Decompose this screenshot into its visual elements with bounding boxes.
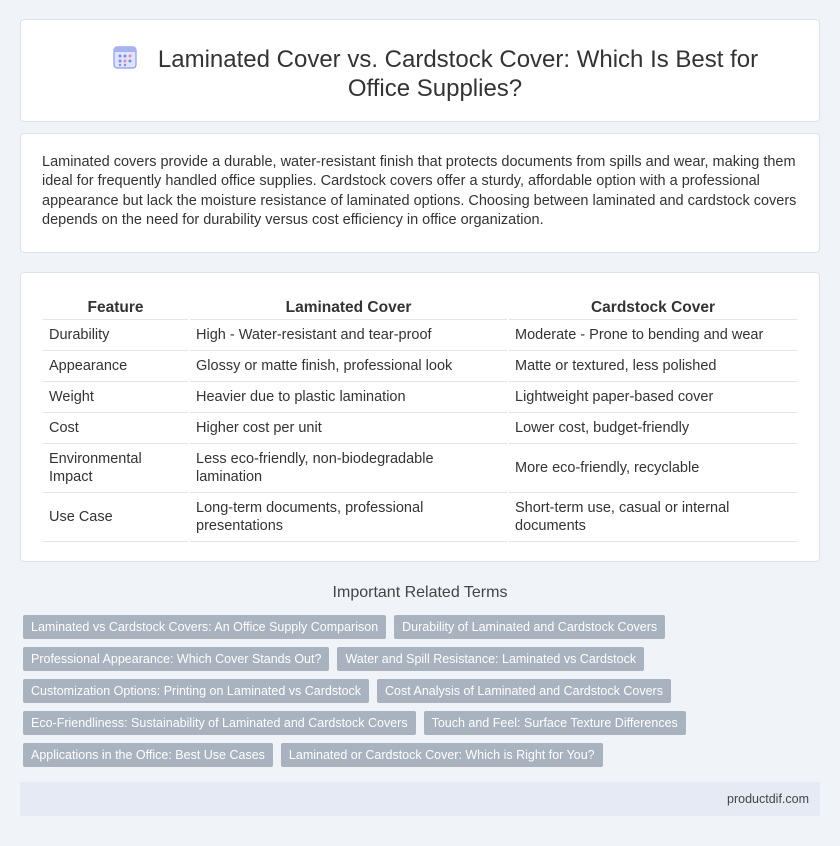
tag-row [23, 679, 813, 703]
table-header-cardstock: Cardstock Cover [509, 294, 797, 320]
table-cell: Weight [43, 382, 188, 413]
page-title: Laminated Cover vs. Cardstock Cover: Which Is Best for Office Supplies? [157, 46, 759, 102]
table-header-feature: Feature [43, 294, 188, 320]
table-row [43, 382, 797, 413]
table-cell: Environmental Impact [43, 444, 188, 493]
header-card [20, 19, 820, 122]
table-row [43, 351, 797, 382]
related-term-tag[interactable]: Water and Spill Resistance: Laminated vs Cardstock [337, 647, 644, 671]
tag-row [23, 743, 813, 767]
table-row [43, 413, 797, 444]
table-row [43, 493, 797, 542]
table-cell: Matte or textured, less polished [509, 351, 797, 382]
table-header-laminated: Laminated Cover [190, 294, 507, 320]
comparison-table-card [20, 272, 820, 562]
table-cell: Higher cost per unit [190, 413, 507, 444]
table-cell: Heavier due to plastic lamination [190, 382, 507, 413]
table-cell: Durability [43, 320, 188, 351]
footer-site-link[interactable]: productdif.com [727, 792, 809, 806]
table-cell: Long-term documents, professional presentations [190, 493, 507, 542]
intro-paragraph: Laminated covers provide a durable, water-resistant finish that protects documents from spills and wear, making them ideal for frequently handled office supplies. Cardstock covers offer a sturdy, affordable option with a professional appearance but lack the moisture resistance of laminated options. Choosing between laminated and cardstock covers depends on the need for durability versus cost efficiency in office organization. [42, 154, 797, 228]
table-cell: Use Case [43, 493, 188, 542]
tag-row [23, 647, 813, 671]
related-term-tag[interactable]: Applications in the Office: Best Use Cases [23, 743, 273, 767]
tag-row [23, 615, 813, 639]
related-terms-tags [23, 615, 813, 775]
table-cell: Appearance [43, 351, 188, 382]
related-terms-heading: Important Related Terms [332, 584, 508, 601]
table-cell: Glossy or matte finish, professional look [190, 351, 507, 382]
related-term-tag[interactable]: Professional Appearance: Which Cover Stands Out? [23, 647, 329, 671]
comparison-table [41, 294, 799, 542]
related-term-tag[interactable]: Durability of Laminated and Cardstock Covers [394, 615, 665, 639]
table-cell: Less eco-friendly, non-biodegradable lamination [190, 444, 507, 493]
table-cell: Cost [43, 413, 188, 444]
table-cell: Lower cost, budget-friendly [509, 413, 797, 444]
table-cell: High - Water-resistant and tear-proof [190, 320, 507, 351]
table-row [43, 444, 797, 493]
related-term-tag[interactable]: Laminated vs Cardstock Covers: An Office Supply Comparison [23, 615, 386, 639]
related-term-tag[interactable]: Customization Options: Printing on Laminated vs Cardstock [23, 679, 369, 703]
table-cell: Short-term use, casual or internal documents [509, 493, 797, 542]
page-title-wrap [81, 44, 789, 103]
related-term-tag[interactable]: Cost Analysis of Laminated and Cardstock Covers [377, 679, 671, 703]
related-term-tag[interactable]: Laminated or Cardstock Cover: Which is Right for You? [281, 743, 603, 767]
footer [20, 782, 820, 816]
office-supplies-icon [112, 44, 138, 70]
related-term-tag[interactable]: Eco-Friendliness: Sustainability of Laminated and Cardstock Covers [23, 711, 416, 735]
table-row [43, 320, 797, 351]
table-cell: More eco-friendly, recyclable [509, 444, 797, 493]
table-cell: Moderate - Prone to bending and wear [509, 320, 797, 351]
table-cell: Lightweight paper-based cover [509, 382, 797, 413]
tag-row [23, 711, 813, 735]
intro-card [20, 133, 820, 253]
related-term-tag[interactable]: Touch and Feel: Surface Texture Differences [424, 711, 686, 735]
